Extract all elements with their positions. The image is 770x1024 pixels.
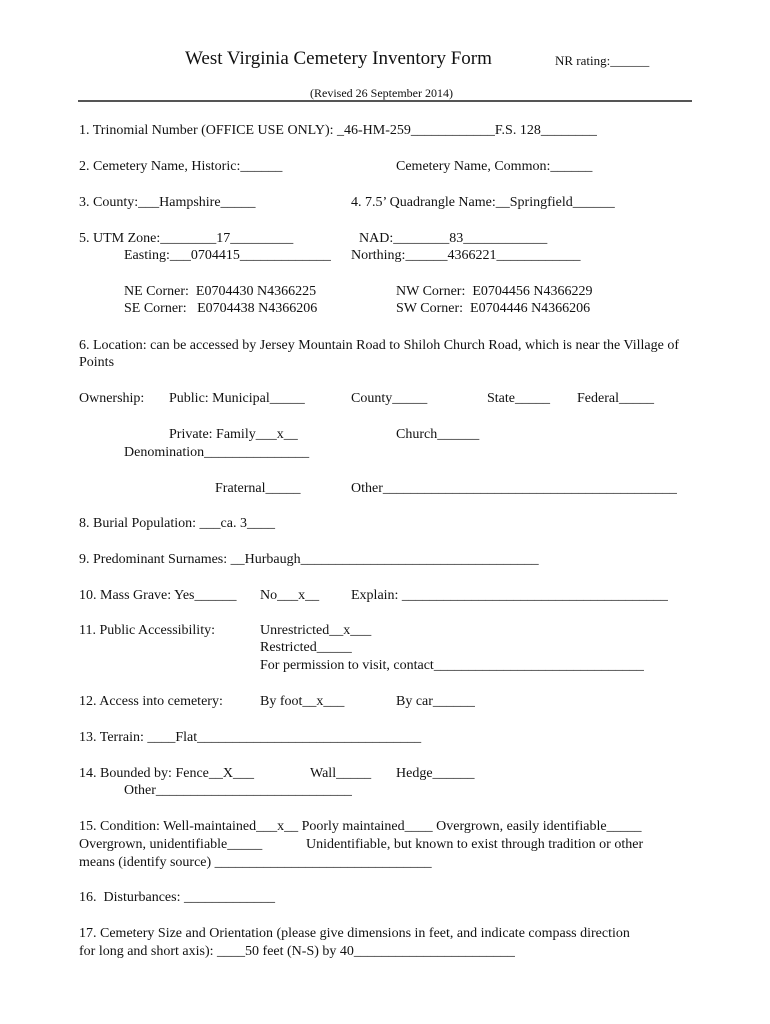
disturbances-field[interactable]: 16. Disturbances: _____________	[79, 890, 275, 905]
condition-line-1[interactable]: 15. Condition: Well-maintained___x__ Poorly maintained____ Overgrown, easily identifiable_____	[79, 819, 642, 834]
county-field[interactable]: 3. County:___Hampshire_____	[79, 195, 256, 210]
burial-population-field[interactable]: 8. Burial Population: ___ca. 3____	[79, 516, 275, 531]
ownership-label: Ownership:	[79, 391, 145, 406]
trinomial-number-field[interactable]: 1. Trinomial Number (OFFICE USE ONLY): _46-HM-259____________F.S. 128________	[79, 123, 597, 138]
ne-corner: NE Corner: E0704430 N4366225	[124, 284, 317, 299]
accessibility-unrestricted[interactable]: Unrestricted__x___	[260, 623, 372, 638]
accessibility-restricted[interactable]: Restricted_____	[260, 640, 352, 655]
ownership-federal[interactable]: Federal_____	[577, 391, 654, 406]
terrain-field[interactable]: 13. Terrain: ____Flat________________________________	[79, 730, 422, 745]
northing-field[interactable]: Northing:______4366221____________	[351, 248, 581, 263]
location-field[interactable]: 6. Location: can be accessed by Jersey Mountain Road to Shiloh Church Road, which is near the Village of Points	[79, 338, 679, 370]
se-corner: SE Corner: E0704438 N4366206	[124, 301, 318, 316]
cemetery-size-field[interactable]: for long and short axis): ____50 feet (N-S) by 40_______________________	[79, 944, 515, 959]
mass-grave-explain[interactable]: Explain: ______________________________________	[351, 588, 668, 603]
quadrangle-name-field[interactable]: 4. 7.5’ Quadrangle Name:__Springfield______	[351, 195, 615, 210]
bounded-by-wall[interactable]: Wall_____	[310, 766, 372, 781]
cemetery-name-historic-field[interactable]: 2. Cemetery Name, Historic:______	[79, 159, 283, 174]
ownership-municipal[interactable]: Public: Municipal_____	[169, 391, 305, 406]
ownership-state[interactable]: State_____	[487, 391, 550, 406]
condition-unidentifiable-tradition[interactable]: Unidentifiable, but known to exist through tradition or other	[306, 837, 644, 852]
bounded-by-fence[interactable]: 14. Bounded by: Fence__X___	[79, 766, 254, 781]
predominant-surnames-field[interactable]: 9. Predominant Surnames: __Hurbaugh__________________________________	[79, 552, 539, 567]
bounded-by-hedge[interactable]: Hedge______	[396, 766, 475, 781]
header-rule	[78, 100, 692, 102]
form-title: West Virginia Cemetery Inventory Form	[185, 48, 492, 69]
mass-grave-yes[interactable]: 10. Mass Grave: Yes______	[79, 588, 237, 603]
access-into-cemetery-label: 12. Access into cemetery:	[79, 694, 223, 709]
cemetery-name-common-field[interactable]: Cemetery Name, Common:______	[396, 159, 593, 174]
permission-contact-field[interactable]: For permission to visit, contact______________________________	[260, 658, 644, 673]
condition-source-field[interactable]: means (identify source) _______________________________	[79, 855, 432, 870]
nr-rating[interactable]: NR rating:______	[555, 53, 650, 68]
ownership-fraternal[interactable]: Fraternal_____	[215, 481, 301, 496]
nad-field[interactable]: NAD:________83____________	[359, 231, 548, 246]
ownership-other[interactable]: Other__________________________________________	[351, 481, 677, 496]
bounded-by-other[interactable]: Other____________________________	[124, 783, 352, 798]
public-accessibility-label: 11. Public Accessibility:	[79, 623, 215, 638]
condition-overgrown-unidentifiable[interactable]: Overgrown, unidentifiable_____	[79, 837, 263, 852]
cemetery-size-line-1: 17. Cemetery Size and Orientation (please give dimensions in feet, and indicate compass direction	[79, 926, 630, 941]
revised-date: (Revised 26 September 2014)	[310, 86, 453, 100]
ownership-church[interactable]: Church______	[396, 427, 480, 442]
utm-zone-field[interactable]: 5. UTM Zone:________17_________	[79, 231, 294, 246]
ownership-private-family[interactable]: Private: Family___x__	[169, 427, 298, 442]
nw-corner: NW Corner: E0704456 N4366229	[396, 284, 593, 299]
access-by-car[interactable]: By car______	[396, 694, 475, 709]
sw-corner: SW Corner: E0704446 N4366206	[396, 301, 591, 316]
mass-grave-no[interactable]: No___x__	[260, 588, 320, 603]
ownership-denomination[interactable]: Denomination_______________	[124, 445, 310, 460]
ownership-county[interactable]: County_____	[351, 391, 428, 406]
access-by-foot[interactable]: By foot__x___	[260, 694, 345, 709]
easting-field[interactable]: Easting:___0704415_____________	[124, 248, 331, 263]
